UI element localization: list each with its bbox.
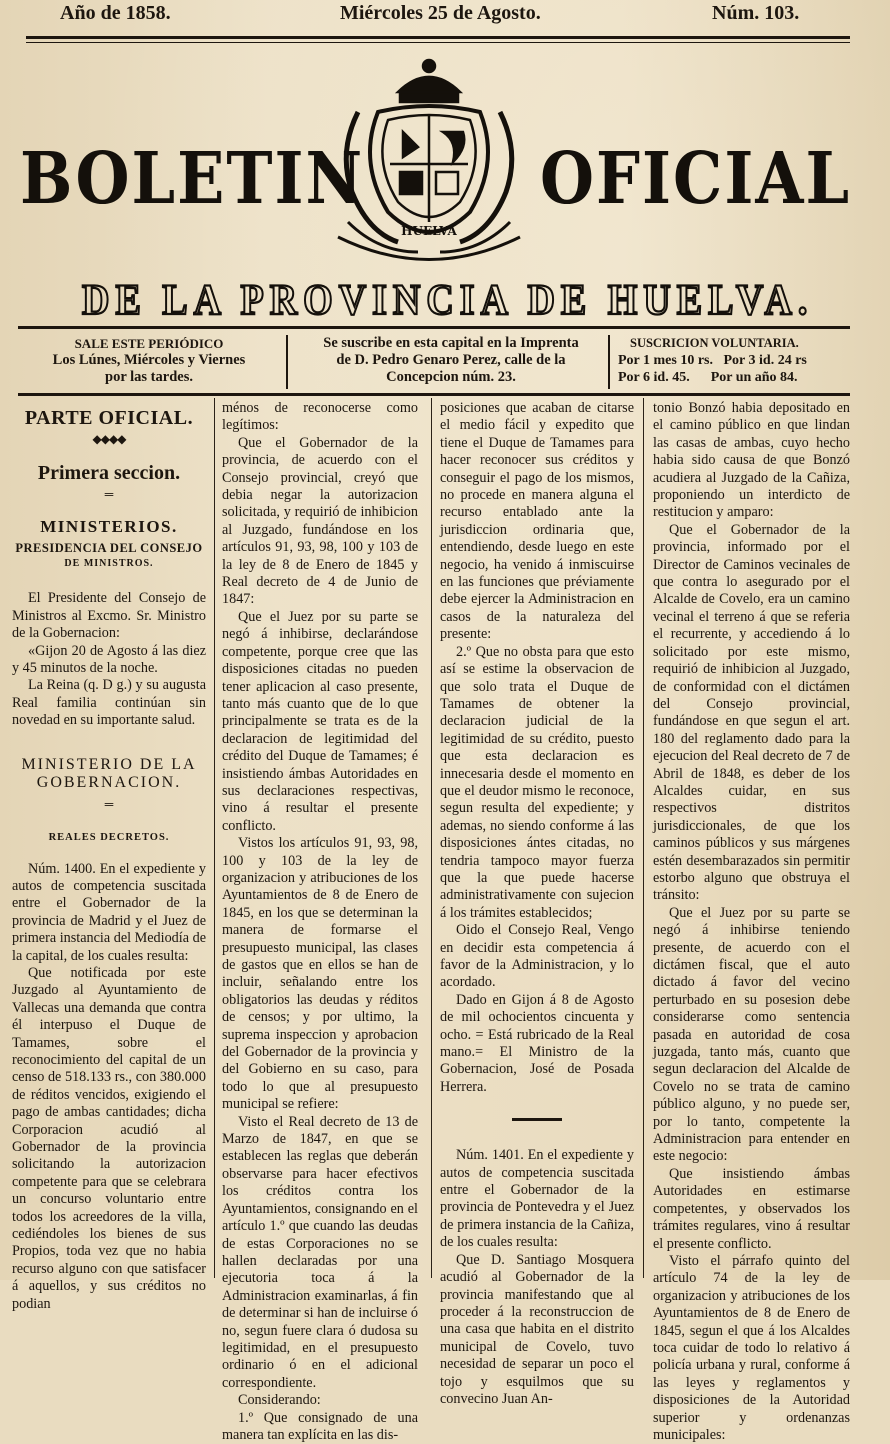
column-rule-3	[643, 398, 644, 1278]
paragraph: Visto el Real decreto de 13 de Marzo de 1847, en que se establecen las reglas que deberán observarse para hacer efectivos los créditos contra los Ayuntamientos, consignando en el artículo 1.º que cuando las deudas de estas Corporaciones no se hallen declaradas por una ejecutoria toca á la Administracion examinarlas, á fin de determinar si han de incluirse ó no, segun fuere clara ó dudosa su legitimidad, en el presupuesto ordinario ó en el adicional correspondiente.	[222, 1113, 418, 1391]
prices-title: SUSCRICION VOLUNTARIA.	[630, 336, 799, 350]
paragraph: 1.º Que consignado de una manera tan explícita en las dis-	[222, 1409, 418, 1443]
column-2	[222, 400, 418, 1444]
prices-row-1: Por 1 mes 10 rs. Por 3 id. 24 rs	[618, 353, 807, 368]
masthead-subtitle: DE LA PROVINCIA DE HUELVA.	[82, 275, 814, 325]
paragraph: Que el Gobernador de la provincia, informado por el Director de Caminos vecinales de que contra lo asegurado por el Alcalde de Covelo, era un camino vecinal el terreno á que se referia el recurrente, y accediendo á lo solicitado por este mismo, requirió de inhibicion al Juzgado, de conformidad con el dictámen del Consejo provincial, fundándose en que segun el art. 180 del reglamento dado para la ejecucion del Real decreto de 7 de Abril de 1848, es deber de los Alcaldes cuidar, en sus respectivos distritos jurisdiccionales, de que los caminos públicos y sus márgenes estén desembarazados sin permitir estorbo alguno que obstruya el tránsito:	[653, 521, 850, 904]
column-4	[653, 400, 850, 1444]
masthead-oficial: OFICIAL	[540, 136, 852, 221]
paragraph: Que el Juez por su parte se negó á inhibirse teniendo presente, de acuerdo con el dictámen fiscal, que el auto dictado á favor del vecino perturbado en su posesion debe considerarse como sentencia pasada en autoridad de cosa juzgada, tanto más, cuanto que segun declaracion del Alcalde de Covelo no se trata de camino público alguno, y no puede ser, por lo tanto, competente la Administracion para entender en este negocio:	[653, 904, 850, 1165]
subscription-box	[18, 326, 850, 396]
paragraph: Que D. Santiago Mosquera acudió al Gobernador de la provincia manifestando que al proceder á la reconstruccion de una casa que habita en el distrito municipal de Covelo, tuvo necesidad de separar un poco el tojo y esquilmos que su convecino Juan An-	[440, 1251, 634, 1407]
column-rule-2	[431, 398, 432, 1278]
crest-banner-text: HUELVA	[401, 224, 457, 238]
paragraph: Dado en Gijon á 8 de Agosto de mil ochocientos cincuenta y ocho. = Está rubricado de la Real mano.= El Ministro de la Gobernacion, José de Posada Herrera.	[440, 991, 634, 1095]
paragraph: Oido el Consejo Real, Vengo en decidir esta competencia á favor de la Administracion, y lo acordado.	[440, 922, 634, 991]
paragraph: 2.º Que no obsta para que esto así se estime la observacion de que solo trata el Duque de Tamames de obtener la declaracion judicial de la legitimidad de su crédito, puesto que esta declaracion es innecesaria desde el momento en que el deudor mismo le reconoce, segun resulta del expediente; y ademas, no siendo conforme á las disposiciones ántes citadas, no tendria tampoco mayor fuerza que la que puede hacerse administrativamente con sujecion á los trámites establecidos;	[440, 643, 634, 921]
schedule-line-1: SALE ESTE PERIÓDICO	[74, 336, 224, 351]
paragraph: La Reina (q. D g.) y su augusta Real familia continúan sin novedad en su importante salud.	[12, 677, 206, 729]
divider-ornament: ═	[104, 796, 114, 811]
paragraph: Que notificada por este Juzgado al Ayuntamiento de Vallecas una demanda que contra él interpuso el Duque de Tamames, sobre el reconocimiento del capital de un censo de 518.133 rs., con 380.000 de réditos vencidos, exigiendo el pago de ambas cantidades; dicha Corporacion acudió al Gobernador de la provincia solicitando la autorizacion competente para que se celebrara un concurso voluntario entre todos los acreedores de la villa, cediéndoles los bienes de sus Propios, toda vez que no habia recurso alguno con que satisfacer á aquellos, y sus créditos no podian	[12, 964, 206, 1312]
column-1	[12, 400, 206, 1313]
date-line	[0, 2, 890, 28]
address-line-3: Concepcion núm. 23.	[386, 369, 516, 385]
prices-row-2: Por 6 id. 45. Por un año 84.	[618, 370, 798, 385]
publication-schedule	[20, 335, 278, 386]
paragraph: «Gijon 20 de Agosto á las diez y 45 minutos de la noche.	[12, 642, 206, 677]
paragraph: tonio Bonzó habia depositado en el camino público en que lindan las casas de ambas, cuyo hecho habia sido causa de que Bonzó acudiera al Juzgado de la Cañiza, proponiendo un interdicto de restitucion y amparo:	[653, 400, 850, 521]
paragraph: Núm. 1401. En el expediente y autos de competencia suscitada entre el Gobernador de la provincia de Pontevedra y el Juez de primera instancia de la Cañiza, de los cuales resulta:	[440, 1147, 634, 1251]
address-line-1: Se suscribe en esta capital en la Imprenta	[323, 335, 579, 351]
divider-ornament: ═	[104, 487, 114, 502]
coat-of-arms-emblem	[318, 52, 540, 272]
section-heading-ministerios: MINISTERIOS.	[40, 516, 178, 536]
heading-ministerio-gobernacion: MINISTERIO DE LA GOBERNACION.	[21, 755, 197, 791]
paragraph: Que el Juez por su parte se negó á inhibirse, declarándose competente, porque cree que las disposiciones citadas no pueden tener aplicacion al caso presente, tanto más cuanto que de lo que principalmente se trata es de la declaracion de legitimidad del crédito del Duque de Tamames; é insistiendo ámbas Autoridades en sus declaraciones respectivas, vino á resultar el presente conflicto.	[222, 608, 418, 834]
paragraph: Visto el párrafo quinto del artículo 74 de la ley de organizacion y atribuciones de los Ayuntamientos de 8 de Enero de 1845, segun el que á los Alcaldes toca cuidar de todo lo relativo á policía urbana y rural, conforme á las leyes y reglamentos y disposiciones de la Autoridad superior y ordenanzas municipales:	[653, 1252, 850, 1443]
paragraph: posiciones que acaban de citarse el medio fácil y expedito que tiene el Duque de Tamames para hacer reconocer sus créditos y conseguir el pago de los mismos, no procede en manera alguna el recurso entablado ante la jurisdiccion ordinaria que, entendiendo, desde luego en este negocio, ha venido á inmiscuirse en las funciones que préviamente debe ejercer la Administracion en casos de la naturaleza del presente:	[440, 400, 634, 643]
paragraph: Núm. 1400. En el expediente y autos de competencia suscitada entre el Gobernador de la provincia de Madrid y el Juez de primera instancia del Mediodía de la capital, de los cuales resulta:	[12, 860, 206, 964]
box-divider-2	[608, 335, 610, 389]
paragraph: El Presidente del Consejo de Ministros al Excmo. Sr. Ministro de la Gobernacion:	[12, 590, 206, 642]
schedule-line-2: Los Lúnes, Miércoles y Viernes	[52, 352, 246, 368]
issue-year: Año de 1858.	[60, 2, 171, 24]
top-rule-thin	[26, 42, 850, 43]
ornament: ◆◆◆◆	[92, 432, 126, 447]
top-rule	[26, 36, 850, 39]
heading-presidencia: PRESIDENCIA DEL CONSEJO	[15, 541, 203, 556]
paragraph: Vistos los artículos 91, 93, 98, 100 y 103 de la ley de organizacion y atribuciones de los Ayuntamientos de 8 de Enero de 1845, en los que se determinan la manera de formarse el presupuesto municipal, las clases de gastos que en ellos se han de incluir, señalando entre los obligatorios las deudas y réditos de censos; y por ultimo, la suprema inspeccion y aprobacion del Gobernador de la provincia y del Gobierno en su caso, para todo lo que al presupuesto municipal se refiere:	[222, 835, 418, 1113]
paragraph: ménos de reconocerse como legítimos:	[222, 400, 418, 434]
paragraph: Considerando:	[238, 1392, 321, 1409]
section-heading-parte-oficial: PARTE OFICIAL.	[24, 407, 194, 429]
subscription-prices	[618, 335, 858, 386]
heading-de-ministros: DE MINISTROS.	[64, 558, 154, 570]
article-separator	[512, 1118, 562, 1121]
subscription-address	[288, 335, 614, 386]
issue-number: Núm. 103.	[712, 2, 800, 24]
column-rule-1	[214, 398, 215, 1278]
issue-date: Miércoles 25 de Agosto.	[340, 2, 541, 24]
heading-reales-decretos: REALES DECRETOS.	[48, 832, 170, 844]
masthead-boletin: BOLETIN	[20, 136, 365, 221]
paragraph: Que el Gobernador de la provincia, de acuerdo con el Consejo provincial, creyó que debia negar la autorizacion solicitada, y requirió de inhibicion al Juzgado, fundándose en los artículos 91, 93, 98, 100 y 103 de la ley de 8 de Enero de 1845 y Real decreto de 4 de Junio de 1847:	[222, 434, 418, 608]
section-heading-primera: Primera seccion.	[37, 461, 181, 484]
paragraph: Que insistiendo ámbas Autoridades en estimarse competentes, y observados los trámites regulares, vino á resultar el presente conflicto.	[653, 1165, 850, 1252]
schedule-line-3: por las tardes.	[105, 369, 193, 385]
column-3	[440, 400, 634, 1408]
address-line-2: de D. Pedro Genaro Perez, calle de la	[336, 352, 566, 368]
